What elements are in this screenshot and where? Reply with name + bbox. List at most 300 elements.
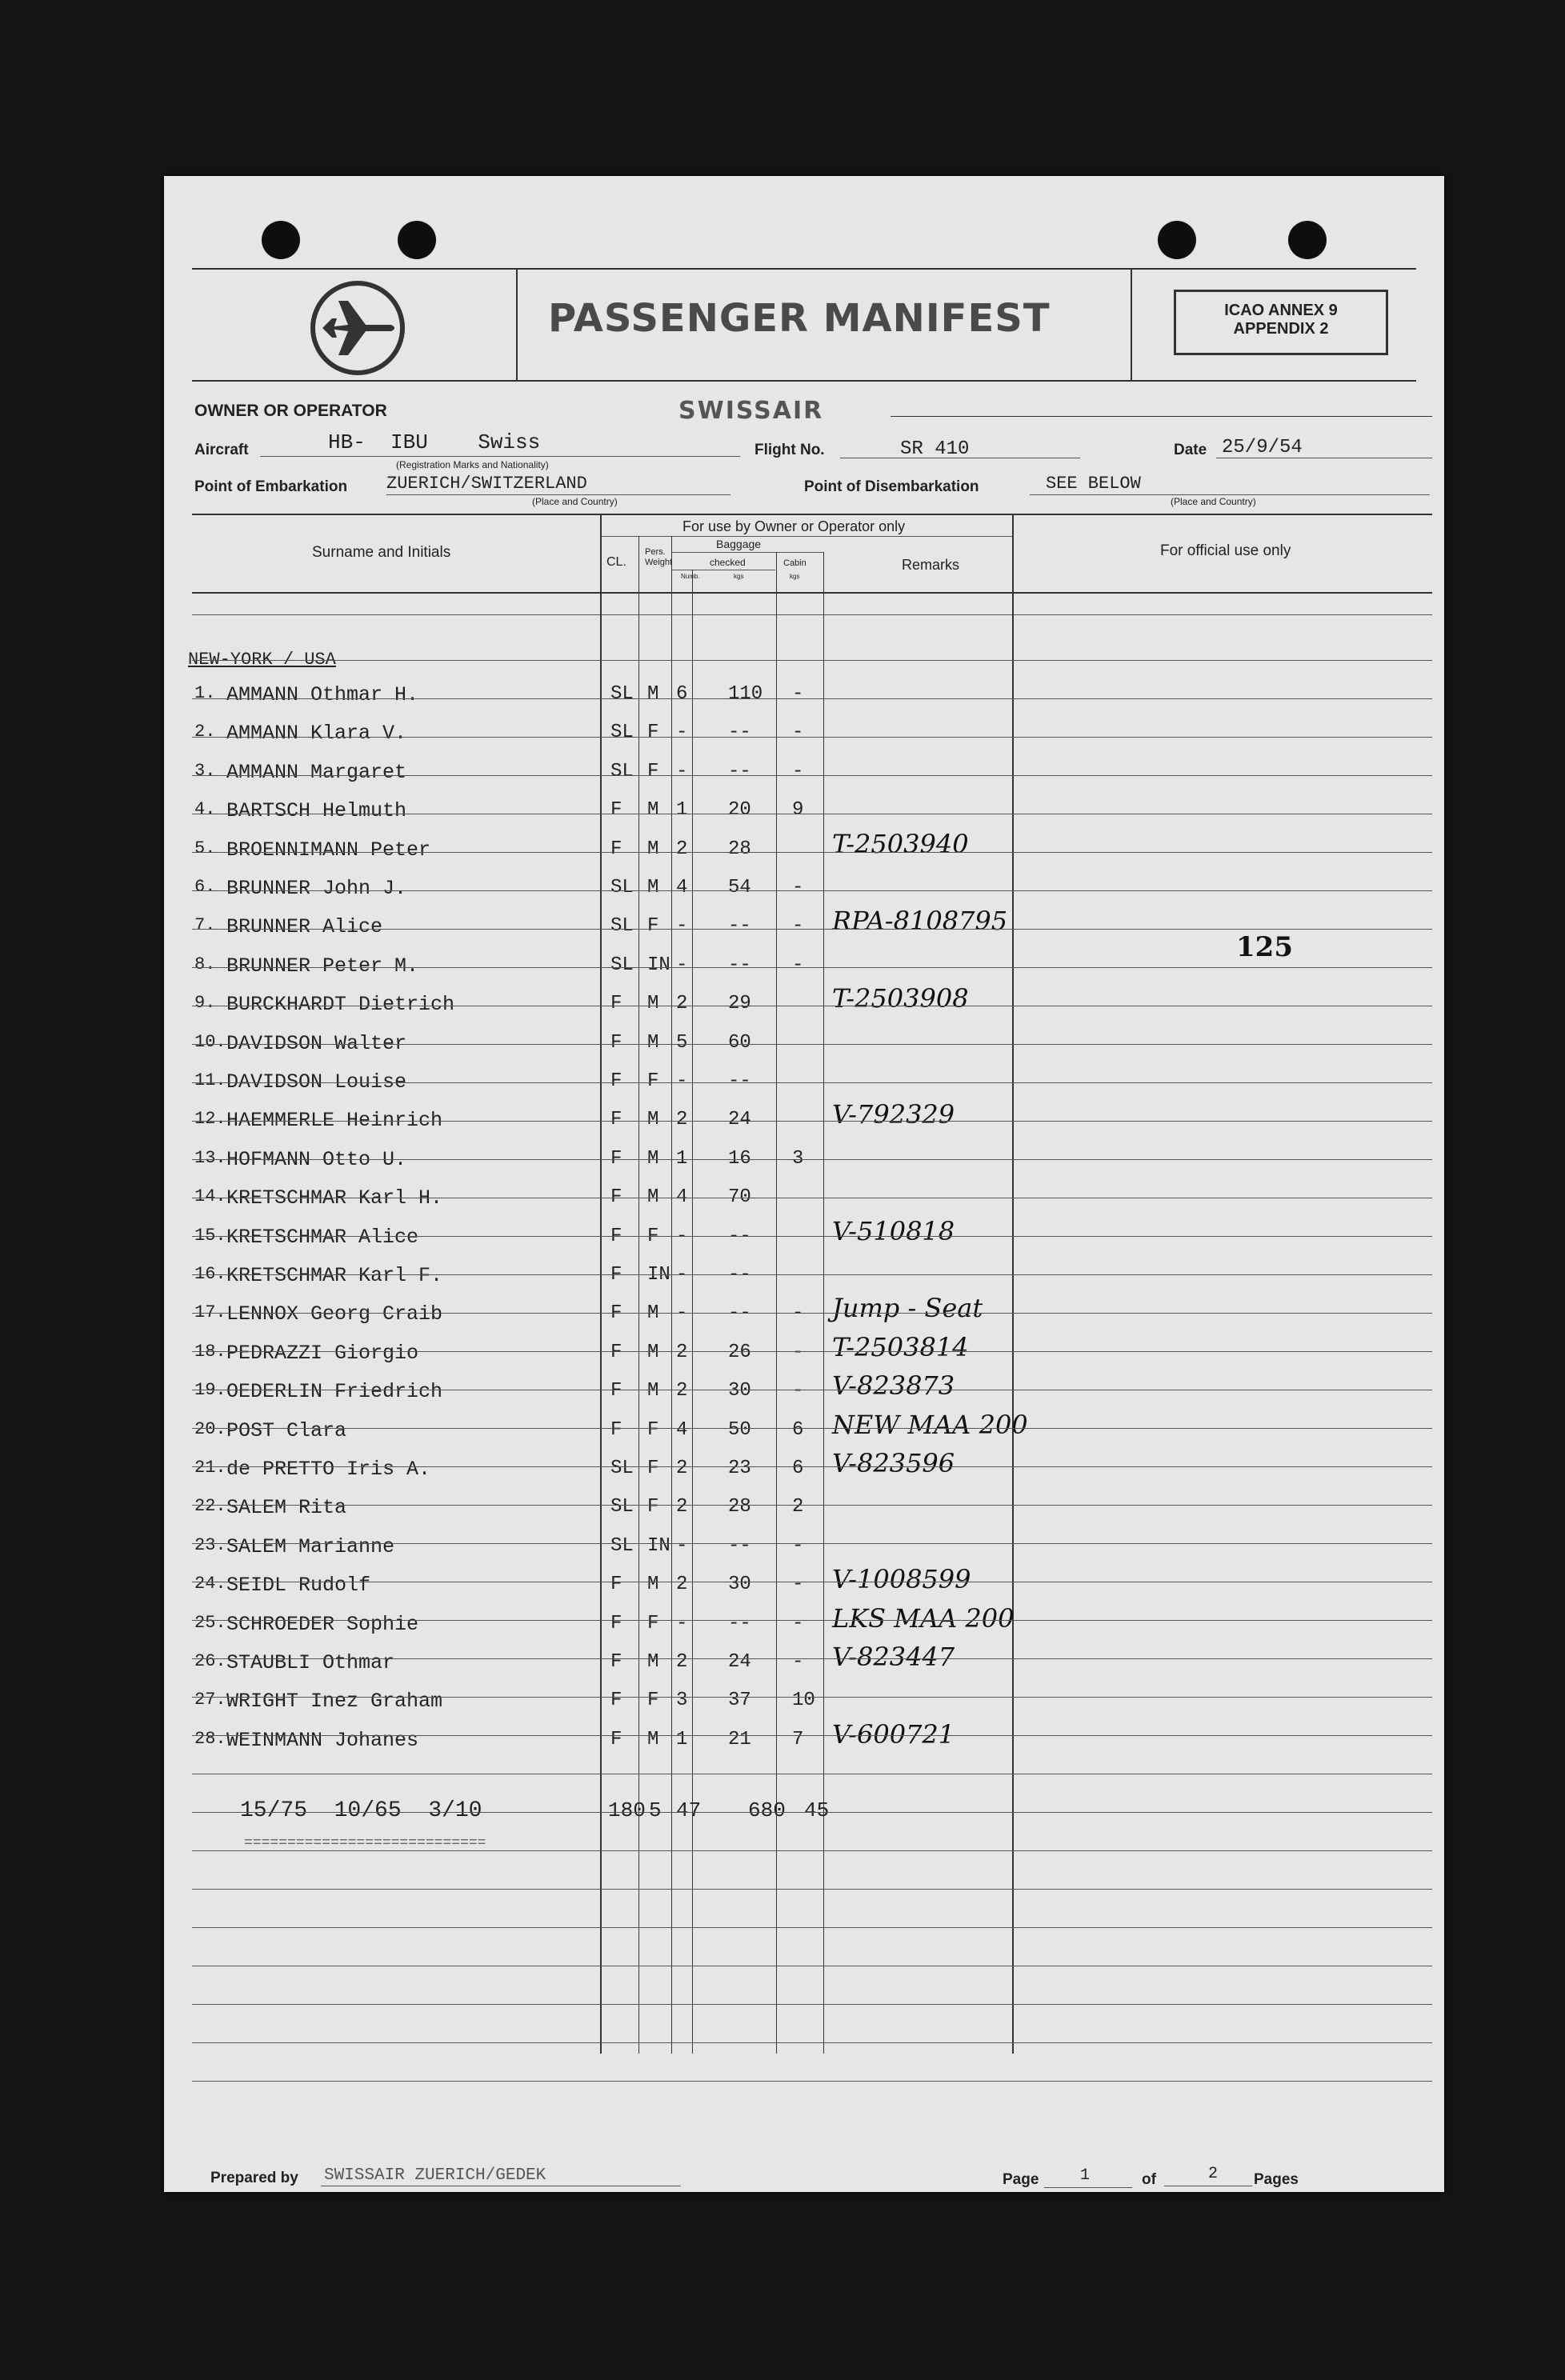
passenger-number: 16.: [194, 1264, 226, 1284]
passenger-class: SL: [610, 683, 634, 705]
passenger-class: F: [610, 1728, 622, 1750]
passenger-sex: M: [647, 877, 659, 898]
baggage-count: 1: [676, 799, 688, 822]
baggage-count: -: [676, 915, 688, 938]
baggage-count: 4: [676, 1418, 688, 1441]
passenger-class: SL: [610, 722, 634, 744]
destination-heading: NEW-YORK / USA: [188, 650, 336, 670]
baggage-count: 1: [676, 1728, 688, 1750]
baggage-kgs: 30: [728, 1574, 751, 1596]
passenger-class: SL: [610, 760, 634, 782]
ruled-line: [192, 890, 1432, 891]
passenger-number: 26.: [194, 1651, 226, 1671]
passenger-number: 2.: [194, 722, 216, 742]
ruled-line: [192, 1620, 1432, 1621]
baggage-kgs: 20: [728, 799, 751, 822]
table-row: [164, 1718, 1444, 1764]
cabin-kgs: 2: [792, 1496, 804, 1518]
remark: V-823447: [832, 1642, 955, 1672]
ruled-line: [192, 1658, 1432, 1659]
remark: NEW MAA 200: [832, 1409, 1028, 1440]
passenger-sex: IN: [647, 1264, 670, 1286]
ruled-line: [192, 1351, 1432, 1352]
passenger-number: 27.: [194, 1690, 226, 1710]
baggage-kgs: --: [728, 1070, 751, 1092]
col-baggage: Baggage: [716, 538, 762, 550]
passenger-class: F: [610, 1380, 622, 1402]
cabin-kgs: 6: [792, 1458, 804, 1479]
ruled-line: [192, 737, 1432, 738]
passenger-class: SL: [610, 1534, 634, 1557]
ruled-line: [192, 1735, 1432, 1736]
table-row: [164, 1532, 1444, 1570]
baggage-kgs: --: [728, 915, 751, 938]
baggage-kgs: --: [728, 954, 751, 976]
table-row: [164, 1293, 1444, 1338]
remark: LKS MAA 200: [832, 1602, 1015, 1634]
remark: V-792329: [832, 1099, 955, 1130]
page-title: PASSENGER MANIFEST: [548, 296, 1051, 341]
passenger-name: SALEM Rita: [226, 1496, 347, 1520]
passenger-class: F: [610, 1147, 622, 1170]
punch-hole: [262, 221, 300, 259]
cabin-kgs: -: [792, 1651, 804, 1673]
passenger-number: 6.: [194, 877, 216, 897]
cabin-kgs: 3: [792, 1147, 804, 1170]
col-numb: Numb.: [681, 573, 700, 580]
table-row: [164, 1145, 1444, 1183]
punch-hole: [1158, 221, 1196, 259]
baggage-kgs: --: [728, 1534, 751, 1557]
baggage-kgs: --: [728, 1225, 751, 1247]
remark: RPA-8108795: [832, 906, 1008, 937]
baggage-count: 2: [676, 838, 688, 860]
table-row: [164, 1261, 1444, 1299]
ruled-line: [192, 1159, 1432, 1160]
ruled-line: [192, 852, 1432, 853]
table-row: [164, 680, 1444, 718]
passenger-sex: M: [647, 1341, 659, 1363]
cabin-kgs: -: [792, 915, 804, 938]
col-checked: checked: [710, 557, 746, 568]
col-cabin: Cabin: [783, 558, 807, 568]
disembarkation-label: Point of Disembarkation: [804, 478, 979, 495]
cabin-kgs: 9: [792, 799, 804, 822]
col-kgs: kgs: [734, 573, 744, 580]
col-owner-use: For use by Owner or Operator only: [682, 518, 906, 534]
passenger-number: 15.: [194, 1225, 226, 1246]
baggage-count: 2: [676, 1109, 688, 1131]
ruled-line: [192, 2004, 1432, 2005]
airplane-icon: [308, 278, 407, 382]
passenger-sex: M: [647, 1728, 659, 1750]
baggage-kgs: 37: [728, 1690, 751, 1712]
col-cabin-kgs: kgs: [790, 573, 800, 580]
ruled-line: [192, 1850, 1432, 1851]
passenger-sex: F: [647, 722, 659, 744]
table-row: [164, 1448, 1444, 1493]
table-row: [164, 796, 1444, 834]
passenger-class: F: [610, 1031, 622, 1054]
passenger-class: F: [610, 993, 622, 1015]
baggage-kgs: 28: [728, 838, 751, 860]
baggage-count: -: [676, 1225, 688, 1247]
passenger-name: BRUNNER Alice: [226, 915, 383, 939]
remark: T-2503940: [832, 828, 969, 859]
baggage-kgs: 110: [728, 683, 763, 705]
passenger-number: 17.: [194, 1302, 226, 1323]
passenger-class: SL: [610, 877, 634, 898]
baggage-kgs: 23: [728, 1458, 751, 1479]
cabin-kgs: 10: [792, 1690, 815, 1712]
cabin-kgs: -: [792, 954, 804, 976]
punch-hole: [1288, 221, 1327, 259]
passenger-class: F: [610, 1612, 622, 1634]
baggage-count: -: [676, 1070, 688, 1092]
baggage-kgs: 70: [728, 1186, 751, 1209]
cabin-kgs: -: [792, 1380, 804, 1402]
cabin-kgs: -: [792, 1302, 804, 1325]
passenger-name: PEDRAZZI Giorgio: [226, 1341, 419, 1365]
ruled-line: [192, 1428, 1432, 1429]
ruled-line: [192, 1044, 1432, 1045]
table-row: [164, 1099, 1444, 1144]
table-row: [164, 1215, 1444, 1261]
table-row: [164, 1409, 1444, 1454]
passenger-name: BRUNNER John J.: [226, 877, 407, 900]
cabin-kgs: 6: [792, 1418, 804, 1441]
remark: V-823596: [832, 1448, 955, 1478]
remark: T-2503814: [832, 1331, 969, 1362]
baggage-count: 6: [676, 683, 688, 705]
ruled-line: [192, 1466, 1432, 1467]
passenger-number: 5.: [194, 838, 216, 858]
col-official: For official use only: [1160, 542, 1291, 559]
passenger-number: 22.: [194, 1496, 226, 1517]
passenger-sex: F: [647, 1418, 659, 1441]
pages-label: Pages: [1254, 2171, 1299, 2188]
passenger-number: 9.: [194, 993, 216, 1014]
passenger-sex: M: [647, 1380, 659, 1402]
cabin-kgs: -: [792, 683, 804, 705]
passenger-sex: M: [647, 838, 659, 860]
passenger-sex: M: [647, 799, 659, 822]
baggage-count: -: [676, 1302, 688, 1325]
ruled-line: [192, 1812, 1432, 1813]
table-row: [164, 1493, 1444, 1531]
baggage-count: 5: [676, 1031, 688, 1054]
baggage-kgs: --: [728, 1264, 751, 1286]
passenger-number: 24.: [194, 1574, 226, 1594]
totals-rule: ============================: [244, 1835, 486, 1851]
totals-kgs: 680: [748, 1798, 786, 1822]
remark: Jump - Seat: [832, 1293, 983, 1324]
ruled-line: [192, 1236, 1432, 1237]
passenger-sex: M: [647, 683, 659, 705]
totals-summary: 15/75 10/65 3/10: [240, 1798, 482, 1823]
table-row: [164, 1602, 1444, 1648]
passenger-number: 19.: [194, 1380, 226, 1401]
baggage-count: -: [676, 722, 688, 744]
passenger-sex: IN: [647, 1534, 670, 1557]
passenger-number: 14.: [194, 1186, 226, 1207]
table-row: [164, 1331, 1444, 1377]
baggage-count: 2: [676, 1341, 688, 1363]
manifest-page: [164, 176, 1444, 2192]
operator-label: OWNER OR OPERATOR: [194, 402, 387, 420]
passenger-class: F: [610, 838, 622, 860]
date-label: Date: [1174, 442, 1207, 458]
passenger-sex: F: [647, 1070, 659, 1092]
ruled-line: [192, 1927, 1432, 1928]
passenger-class: SL: [610, 1458, 634, 1479]
icao-line1: ICAO ANNEX 9: [1224, 302, 1338, 319]
prepared-label: Prepared by: [210, 2170, 298, 2186]
table-row: [164, 828, 1444, 874]
table-row: [164, 1029, 1444, 1067]
passenger-number: 3.: [194, 760, 216, 781]
ruled-line: [192, 1889, 1432, 1890]
passenger-name: POST Clara: [226, 1418, 347, 1442]
passenger-sex: F: [647, 1225, 659, 1247]
baggage-count: 1: [676, 1147, 688, 1170]
cabin-kgs: -: [792, 1534, 804, 1557]
baggage-kgs: 21: [728, 1728, 751, 1750]
table-row: [164, 1067, 1444, 1106]
baggage-kgs: 24: [728, 1109, 751, 1131]
icao-box: [1174, 290, 1388, 355]
baggage-kgs: 54: [728, 877, 751, 898]
passenger-name: HAEMMERLE Heinrich: [226, 1109, 443, 1133]
operator-value: SWISSAIR: [678, 397, 824, 425]
baggage-kgs: 16: [728, 1147, 751, 1170]
page-value: 1: [1080, 2166, 1091, 2185]
cabin-kgs: 7: [792, 1728, 804, 1750]
table-row: [164, 983, 1444, 1028]
col-cl: CL.: [606, 555, 626, 569]
baggage-count: 4: [676, 877, 688, 898]
passenger-sex: F: [647, 760, 659, 782]
passenger-sex: M: [647, 993, 659, 1015]
passenger-name: de PRETTO Iris A.: [226, 1458, 431, 1481]
passenger-class: SL: [610, 1496, 634, 1518]
col-surname: Surname and Initials: [312, 544, 451, 561]
baggage-kgs: 26: [728, 1341, 751, 1363]
passenger-class: F: [610, 1109, 622, 1131]
cabin-kgs: -: [792, 760, 804, 782]
col-pers-weight: Pers. Weight: [645, 547, 673, 567]
passenger-class: SL: [610, 915, 634, 938]
table-row: [164, 758, 1444, 796]
baggage-kgs: --: [728, 1302, 751, 1325]
passenger-name: DAVIDSON Louise: [226, 1070, 407, 1094]
passenger-sex: M: [647, 1574, 659, 1596]
ruled-line: [192, 1697, 1432, 1698]
table-row: [164, 1564, 1444, 1609]
passenger-number: 1.: [194, 683, 216, 703]
aircraft-value: HB- IBU Swiss: [328, 430, 541, 454]
remark: V-600721: [832, 1718, 955, 1750]
date-value: 25/9/54: [1222, 437, 1303, 458]
ruled-line: [192, 698, 1432, 699]
ruled-line: [192, 967, 1432, 968]
ruled-line: [192, 1121, 1432, 1122]
cabin-kgs: -: [792, 877, 804, 898]
passenger-number: 21.: [194, 1458, 226, 1478]
cabin-kgs: -: [792, 1341, 804, 1363]
passenger-name: STAUBLI Othmar: [226, 1651, 395, 1674]
passenger-name: KRETSCHMAR Alice: [226, 1225, 419, 1249]
totals-sex: 5: [649, 1798, 662, 1822]
baggage-count: -: [676, 1534, 688, 1557]
passenger-class: F: [610, 1651, 622, 1673]
passenger-name: BURCKHARDT Dietrich: [226, 993, 455, 1017]
embarkation-value: ZUERICH/SWITZERLAND: [386, 474, 587, 494]
of-label: of: [1142, 2171, 1156, 2188]
table-row: [164, 1642, 1444, 1686]
ruled-line: [192, 775, 1432, 776]
ruled-line: [192, 1274, 1432, 1275]
flight-label: Flight No.: [754, 442, 825, 458]
baggage-kgs: 29: [728, 993, 751, 1015]
flight-value: SR 410: [900, 438, 970, 460]
passenger-name: OEDERLIN Friedrich: [226, 1380, 443, 1404]
passenger-name: DAVIDSON Walter: [226, 1031, 407, 1055]
page-label: Page: [1003, 2171, 1039, 2188]
passenger-name: AMMANN Othmar H.: [226, 683, 419, 706]
passenger-number: 12.: [194, 1109, 226, 1130]
baggage-kgs: --: [728, 1612, 751, 1634]
baggage-count: 2: [676, 1496, 688, 1518]
cabin-kgs: -: [792, 1612, 804, 1634]
embarkation-sublabel: (Place and Country): [532, 496, 618, 507]
ruled-line: [192, 1543, 1432, 1544]
baggage-count: 4: [676, 1186, 688, 1209]
baggage-count: 2: [676, 1651, 688, 1673]
passenger-number: 4.: [194, 799, 216, 820]
passenger-number: 23.: [194, 1534, 226, 1555]
ruled-line: [192, 929, 1432, 930]
baggage-count: 2: [676, 1380, 688, 1402]
baggage-count: 2: [676, 1458, 688, 1479]
baggage-count: 2: [676, 993, 688, 1015]
baggage-kgs: --: [728, 722, 751, 744]
passenger-name: SEIDL Rudolf: [226, 1574, 371, 1598]
table-row: [164, 1183, 1444, 1222]
passenger-name: WEINMANN Johanes: [226, 1728, 419, 1752]
passenger-class: F: [610, 1186, 622, 1209]
passenger-sex: M: [647, 1147, 659, 1170]
passenger-sex: M: [647, 1651, 659, 1673]
passenger-number: 25.: [194, 1612, 226, 1633]
passenger-name: LENNOX Georg Craib: [226, 1302, 443, 1326]
passenger-number: 28.: [194, 1728, 226, 1749]
official-number: 125: [1236, 931, 1293, 963]
prepared-value: SWISSAIR ZUERICH/GEDEK: [324, 2166, 546, 2185]
passenger-sex: F: [647, 1690, 659, 1712]
cabin-kgs: -: [792, 722, 804, 744]
baggage-count: -: [676, 1612, 688, 1634]
passenger-name: SALEM Marianne: [226, 1534, 395, 1558]
passenger-number: 11.: [194, 1070, 226, 1090]
totals-cl: 180: [608, 1798, 646, 1822]
passenger-name: AMMANN Margaret: [226, 760, 407, 784]
baggage-kgs: 30: [728, 1380, 751, 1402]
passenger-name: HOFMANN Otto U.: [226, 1147, 407, 1171]
passenger-sex: M: [647, 1109, 659, 1131]
table-row: [164, 874, 1444, 912]
passenger-name: BROENNIMANN Peter: [226, 838, 431, 862]
remark: V-823873: [832, 1370, 955, 1402]
passenger-class: F: [610, 1302, 622, 1325]
passenger-name: KRETSCHMAR Karl F.: [226, 1264, 443, 1287]
passenger-class: F: [610, 1341, 622, 1363]
ruled-line: [192, 2042, 1432, 2043]
passenger-class: F: [610, 1574, 622, 1596]
of-value: 2: [1208, 2165, 1219, 2183]
passenger-number: 20.: [194, 1418, 226, 1439]
ruled-line: [192, 660, 1432, 661]
passenger-class: F: [610, 799, 622, 822]
passenger-number: 13.: [194, 1147, 226, 1168]
passenger-name: SCHROEDER Sophie: [226, 1612, 419, 1636]
baggage-count: 2: [676, 1574, 688, 1596]
icao-line2: APPENDIX 2: [1233, 320, 1329, 338]
passenger-name: BRUNNER Peter M.: [226, 954, 419, 978]
col-remarks: Remarks: [902, 557, 960, 573]
cabin-kgs: -: [792, 1574, 804, 1596]
baggage-kgs: --: [728, 760, 751, 782]
baggage-count: -: [676, 1264, 688, 1286]
remark: V-510818: [832, 1215, 955, 1246]
passenger-class: SL: [610, 954, 634, 976]
table-row: [164, 1686, 1444, 1725]
passenger-sex: F: [647, 915, 659, 938]
embarkation-label: Point of Embarkation: [194, 478, 348, 495]
aircraft-label: Aircraft: [194, 442, 249, 458]
remark: V-1008599: [832, 1564, 971, 1595]
baggage-count: 3: [676, 1690, 688, 1712]
ruled-line: [192, 1082, 1432, 1083]
passenger-number: 7.: [194, 915, 216, 936]
passenger-name: WRIGHT Inez Graham: [226, 1690, 443, 1714]
passenger-sex: IN: [647, 954, 670, 976]
baggage-kgs: 50: [728, 1418, 751, 1441]
table-row: [164, 1370, 1444, 1415]
passenger-number: 18.: [194, 1341, 226, 1362]
baggage-count: -: [676, 760, 688, 782]
passenger-sex: F: [647, 1496, 659, 1518]
table-row: [164, 718, 1444, 757]
passenger-class: F: [610, 1264, 622, 1286]
aircraft-sublabel: (Registration Marks and Nationality): [396, 459, 549, 470]
ruled-line: [192, 1505, 1432, 1506]
passenger-name: KRETSCHMAR Karl H.: [226, 1186, 443, 1210]
baggage-kgs: 60: [728, 1031, 751, 1054]
passenger-sex: M: [647, 1302, 659, 1325]
passenger-name: BARTSCH Helmuth: [226, 799, 407, 823]
passenger-class: F: [610, 1225, 622, 1247]
baggage-kgs: 28: [728, 1496, 751, 1518]
passenger-sex: F: [647, 1458, 659, 1479]
passenger-class: F: [610, 1690, 622, 1712]
passenger-sex: M: [647, 1186, 659, 1209]
ruled-line: [192, 1313, 1432, 1314]
baggage-kgs: 24: [728, 1651, 751, 1673]
passenger-number: 10.: [194, 1031, 226, 1052]
passenger-class: F: [610, 1070, 622, 1092]
ruled-line: [192, 2081, 1432, 2082]
